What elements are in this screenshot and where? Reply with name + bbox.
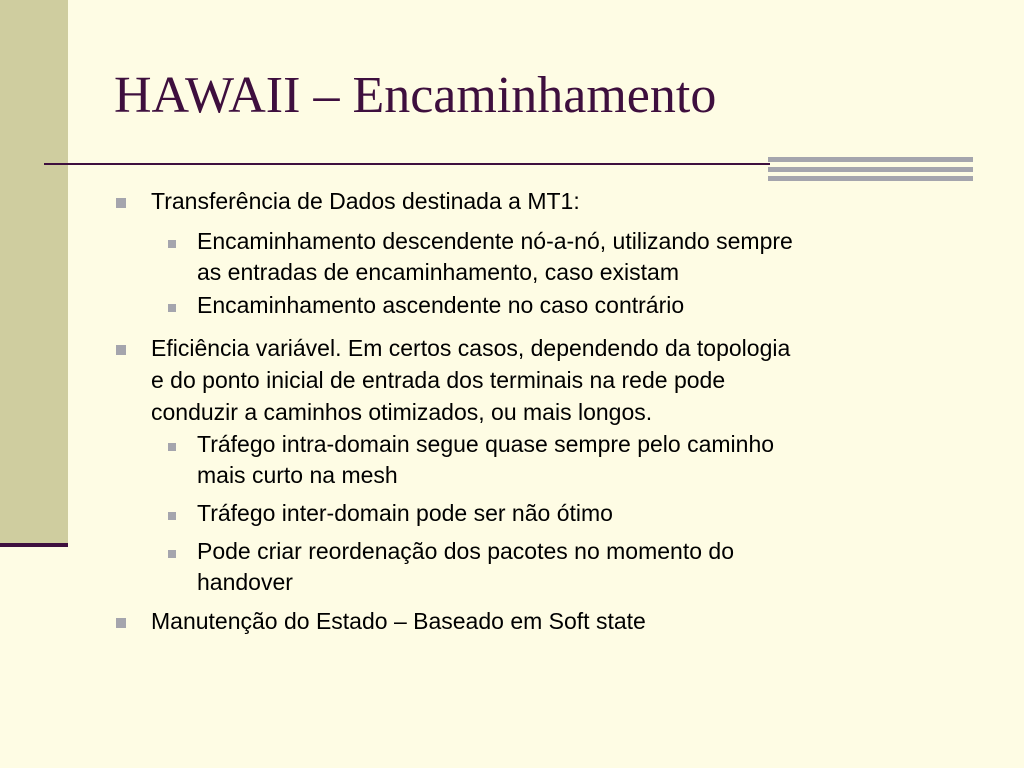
bullet-text: [197, 290, 684, 321]
bullet-text: [197, 226, 793, 288]
side-rule: [0, 543, 68, 547]
bullet-line: Transferência de Dados destinada a MT1:: [151, 188, 580, 214]
side-band: [0, 0, 68, 545]
bullet-line: Tráfego inter-domain pode ser não ótimo: [197, 500, 613, 526]
bullet-square-icon: [116, 345, 126, 355]
bullet-line: conduzir a caminhos otimizados, ou mais longos.: [151, 399, 653, 425]
sub-bullet-square-icon: [168, 443, 176, 451]
bullet-text: [197, 536, 734, 598]
sub-bullet-square-icon: [168, 304, 176, 312]
bullet-line: handover: [197, 569, 293, 595]
sub-bullet-square-icon: [168, 550, 176, 558]
title-rule: [44, 163, 770, 165]
bullet-text: [151, 185, 580, 217]
bullet-text: [151, 332, 790, 428]
bullet-text: [197, 429, 774, 491]
decorative-bar: [768, 157, 973, 162]
slide-title: HAWAII – Encaminhamento: [114, 67, 717, 124]
bullet-square-icon: [116, 618, 126, 628]
bullet-text: [151, 605, 646, 637]
bullet-line: Tráfego intra-domain segue quase sempre pelo caminho: [197, 431, 775, 457]
bullet-line: as entradas de encaminhamento, caso existam: [197, 259, 679, 285]
bullet-line: Encaminhamento ascendente no caso contrário: [197, 292, 685, 318]
bullet-line: Encaminhamento descendente nó-a-nó, utilizando sempre: [197, 228, 793, 254]
decorative-bar: [768, 176, 973, 181]
bullet-line: Pode criar reordenação dos pacotes no momento do: [197, 538, 734, 564]
bullet-line: mais curto na mesh: [197, 462, 398, 488]
bullet-line: Eficiência variável. Em certos casos, dependendo da topologia: [151, 335, 791, 361]
bullet-square-icon: [116, 198, 126, 208]
sub-bullet-square-icon: [168, 240, 176, 248]
decorative-bar: [768, 167, 973, 172]
bullet-line: Manutenção do Estado – Baseado em Soft state: [151, 608, 646, 634]
bullet-text: [197, 498, 613, 529]
sub-bullet-square-icon: [168, 512, 176, 520]
bullet-line: e do ponto inicial de entrada dos terminais na rede pode: [151, 367, 726, 393]
